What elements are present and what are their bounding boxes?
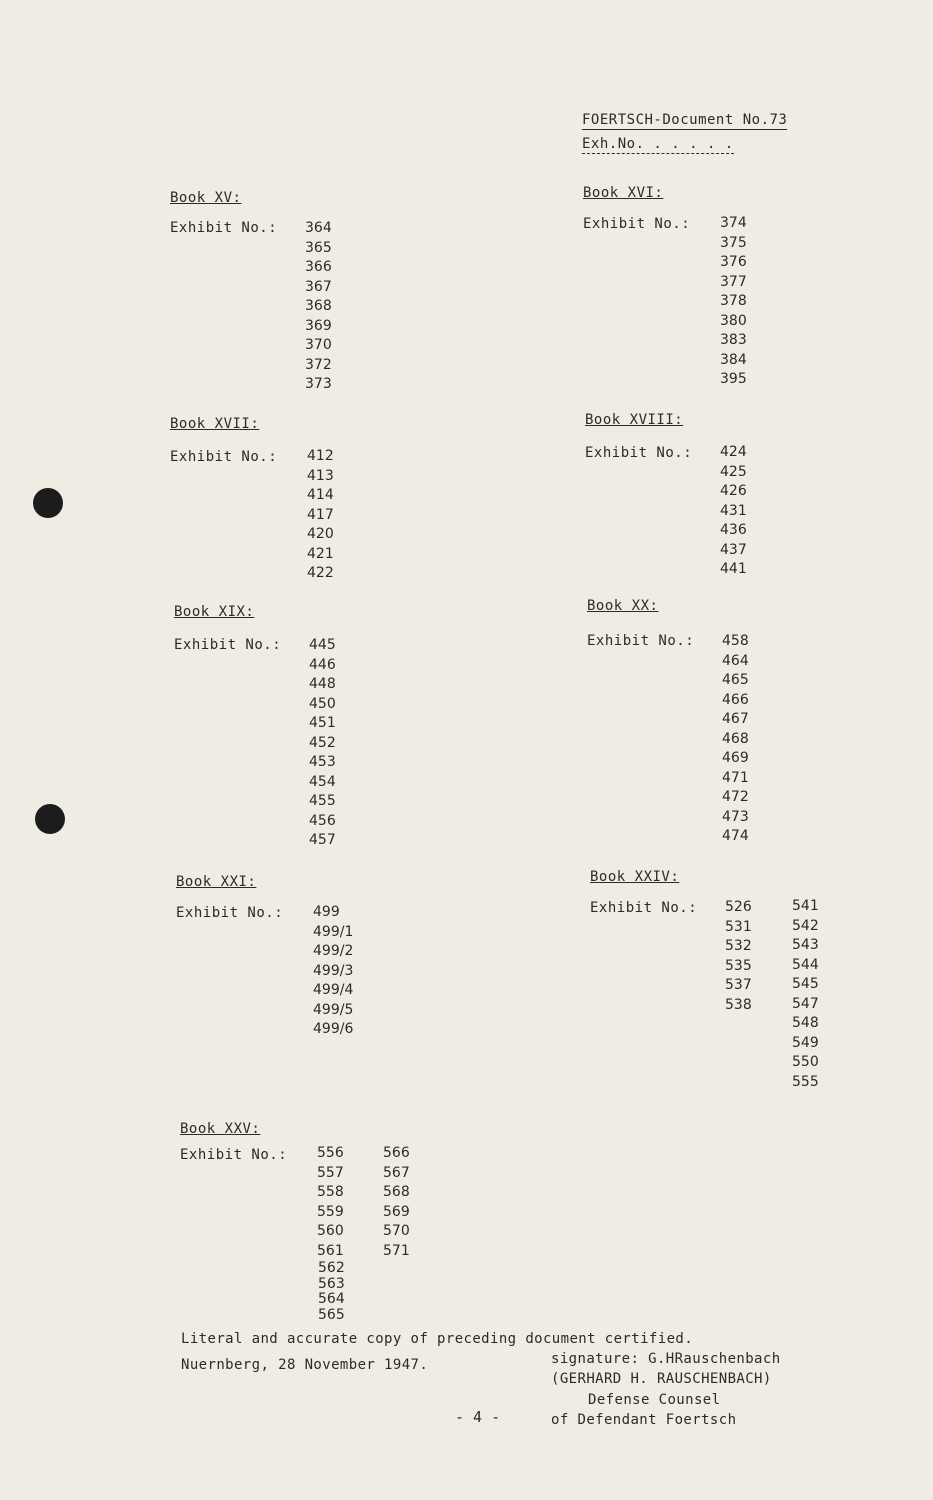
exhibit-number: 556 bbox=[317, 1145, 344, 1161]
exhibit-number: 564 bbox=[318, 1291, 345, 1307]
exhibit-number: 431 bbox=[720, 502, 747, 519]
exhibit-number: 368 bbox=[305, 298, 332, 314]
exhibit-number: 557 bbox=[317, 1164, 344, 1181]
exhibit-number: 474 bbox=[722, 828, 749, 844]
punch-hole bbox=[33, 488, 63, 518]
book-title: Book XIX: bbox=[174, 604, 255, 620]
exhibit-number: 472 bbox=[722, 789, 749, 805]
exhibit-number: 543 bbox=[792, 937, 819, 953]
exhibit-number: 384 bbox=[720, 351, 747, 368]
place-and-date: Nuernberg, 28 November 1947. bbox=[181, 1357, 429, 1373]
exhibit-column bbox=[318, 1261, 345, 1323]
punch-hole bbox=[35, 804, 65, 834]
exhibit-number: 364 bbox=[305, 220, 332, 236]
exhibit-number: 437 bbox=[720, 541, 747, 558]
exhibit-number: 413 bbox=[307, 467, 334, 484]
exhibit-number: 457 bbox=[309, 832, 336, 848]
exhibit-number: 499/1 bbox=[313, 923, 354, 940]
exhibit-number: 450 bbox=[309, 695, 336, 712]
exhibit-number: 372 bbox=[305, 356, 332, 373]
exhibit-column bbox=[722, 632, 749, 847]
exhibit-number: 544 bbox=[792, 956, 819, 973]
exhibit-number: 570 bbox=[383, 1223, 410, 1239]
exhibit-number: 526 bbox=[725, 899, 752, 915]
exhibit-number: 471 bbox=[722, 769, 749, 786]
exhibit-label: Exhibit No.: bbox=[174, 637, 282, 653]
exhibit-number: 453 bbox=[309, 754, 336, 770]
exhibit-number: 531 bbox=[725, 918, 752, 935]
exhibit-number: 365 bbox=[305, 239, 332, 256]
exhibit-number: 499/5 bbox=[313, 1001, 354, 1018]
exhibit-number: 569 bbox=[383, 1203, 410, 1220]
exhibit-number: 538 bbox=[725, 996, 752, 1013]
exhibit-number: 464 bbox=[722, 652, 749, 669]
exhibit-column bbox=[307, 447, 334, 584]
exhibit-number: 436 bbox=[720, 522, 747, 538]
exhibit-number: 414 bbox=[307, 487, 334, 503]
exhibit-number: 446 bbox=[309, 656, 336, 673]
exhibit-number: 535 bbox=[725, 957, 752, 974]
exhibit-number: 465 bbox=[722, 672, 749, 688]
book-title: Book XVIII: bbox=[585, 412, 684, 428]
exhibit-number: 374 bbox=[720, 215, 747, 231]
exhibit-number: 499/4 bbox=[313, 982, 354, 998]
exhibit-number: 448 bbox=[309, 676, 336, 692]
exhibit-number: 420 bbox=[307, 526, 334, 542]
exhibit-label: Exhibit No.: bbox=[170, 449, 278, 465]
exhibit-number: 560 bbox=[317, 1223, 344, 1239]
exhibit-number: 380 bbox=[720, 312, 747, 329]
exhibit-number: 412 bbox=[307, 448, 334, 464]
exhibit-number: 424 bbox=[720, 444, 747, 460]
signature: signature: G.HRauschenbach bbox=[551, 1351, 781, 1367]
exhibit-column bbox=[792, 897, 819, 1092]
exhibit-number: 455 bbox=[309, 793, 336, 809]
signatory-name: (GERHARD H. RAUSCHENBACH) bbox=[551, 1371, 772, 1387]
exhibit-label: Exhibit No.: bbox=[583, 216, 691, 232]
exhibit-number: 532 bbox=[725, 938, 752, 954]
book-title: Book XXIV: bbox=[590, 869, 680, 885]
signatory-client: of Defendant Foertsch bbox=[551, 1412, 737, 1428]
book-title: Book XX: bbox=[587, 598, 659, 614]
book-title: Book XV: bbox=[170, 190, 242, 206]
certification-statement: Literal and accurate copy of preceding document certified. bbox=[181, 1331, 694, 1347]
exhibit-number: 499/2 bbox=[313, 943, 354, 959]
exhibit-number: 451 bbox=[309, 715, 336, 731]
exhibit-number: 565 bbox=[318, 1306, 345, 1323]
exhibit-number: 395 bbox=[720, 371, 747, 387]
exhibit-number: 473 bbox=[722, 808, 749, 825]
exhibit-number: 425 bbox=[720, 463, 747, 480]
exhibit-number: 571 bbox=[383, 1242, 410, 1259]
exhibit-number: 445 bbox=[309, 637, 336, 653]
exhibit-number: 441 bbox=[720, 561, 747, 577]
exhibit-number: 568 bbox=[383, 1184, 410, 1200]
exhibit-number: 545 bbox=[792, 976, 819, 992]
book-title: Book XXI: bbox=[176, 874, 257, 890]
exhibit-number: 378 bbox=[720, 293, 747, 309]
exhibit-number: 549 bbox=[792, 1034, 819, 1051]
exhibit-column bbox=[725, 898, 752, 1015]
exhibit-column bbox=[305, 219, 332, 395]
book-title: Book XXV: bbox=[180, 1121, 261, 1137]
exhibit-number: 417 bbox=[307, 506, 334, 523]
exhibit-number: 454 bbox=[309, 773, 336, 790]
exhibit-number: 558 bbox=[317, 1184, 344, 1200]
exhibit-number: 376 bbox=[720, 254, 747, 270]
exhibit-number: 563 bbox=[318, 1275, 345, 1292]
exhibit-label: Exhibit No.: bbox=[590, 900, 698, 916]
exhibit-number: 366 bbox=[305, 259, 332, 275]
exhibit-number: 561 bbox=[317, 1242, 344, 1259]
exhibit-number: 373 bbox=[305, 376, 332, 392]
exhibit-label: Exhibit No.: bbox=[176, 905, 284, 921]
exhibit-number: 548 bbox=[792, 1015, 819, 1031]
exhibit-number: 550 bbox=[792, 1054, 819, 1070]
exhibit-label: Exhibit No.: bbox=[585, 445, 693, 461]
exhibit-number: 452 bbox=[309, 734, 336, 751]
exhibit-number: 467 bbox=[722, 711, 749, 727]
exhibit-number: 426 bbox=[720, 483, 747, 499]
exhibit-number: 421 bbox=[307, 545, 334, 562]
exhibit-number: 370 bbox=[305, 337, 332, 353]
exhibit-number: 422 bbox=[307, 565, 334, 581]
exhibit-label: Exhibit No.: bbox=[180, 1147, 288, 1163]
exhibit-number: 369 bbox=[305, 317, 332, 334]
exhibit-number: 458 bbox=[722, 633, 749, 649]
exhibit-number: 375 bbox=[720, 234, 747, 251]
exhibit-column bbox=[317, 1144, 344, 1261]
exhibit-number: 542 bbox=[792, 917, 819, 934]
exhibit-label: Exhibit No.: bbox=[587, 633, 695, 649]
exhibit-number: 562 bbox=[318, 1260, 345, 1276]
exhibit-column bbox=[309, 636, 336, 851]
signatory-role: Defense Counsel bbox=[588, 1392, 721, 1408]
exhibit-number: 537 bbox=[725, 977, 752, 993]
exhibit-label: Exhibit No.: bbox=[170, 220, 278, 236]
exhibit-number: 499/3 bbox=[313, 962, 354, 979]
exhibit-number: 456 bbox=[309, 812, 336, 829]
exhibit-number: 567 bbox=[383, 1164, 410, 1181]
exhibit-column bbox=[720, 443, 747, 580]
exhibit-number: 499 bbox=[313, 904, 340, 920]
exhibit-number: 377 bbox=[720, 273, 747, 290]
exhibit-number: 566 bbox=[383, 1145, 410, 1161]
exhibit-number: 559 bbox=[317, 1203, 344, 1220]
exhibit-number: 499/6 bbox=[313, 1021, 354, 1037]
exhibit-number: 466 bbox=[722, 691, 749, 708]
exhibit-column bbox=[313, 903, 353, 1040]
document-reference: FOERTSCH-Document No.73 bbox=[582, 112, 788, 128]
exhibit-number: 547 bbox=[792, 995, 819, 1012]
exhibit-number: 367 bbox=[305, 278, 332, 295]
book-title: Book XVI: bbox=[583, 185, 664, 201]
exhibit-column bbox=[383, 1144, 410, 1261]
book-title: Book XVII: bbox=[170, 416, 260, 432]
exhibit-number: 555 bbox=[792, 1073, 819, 1090]
exhibit-number: 383 bbox=[720, 332, 747, 348]
exhibit-column bbox=[720, 214, 747, 390]
exhibit-number: 541 bbox=[792, 898, 819, 914]
page-number: - 4 - bbox=[455, 1408, 501, 1426]
exhibit-number-line: Exh.No. . . . . . bbox=[582, 136, 734, 152]
exhibit-number: 469 bbox=[722, 750, 749, 766]
exhibit-number: 468 bbox=[722, 730, 749, 747]
